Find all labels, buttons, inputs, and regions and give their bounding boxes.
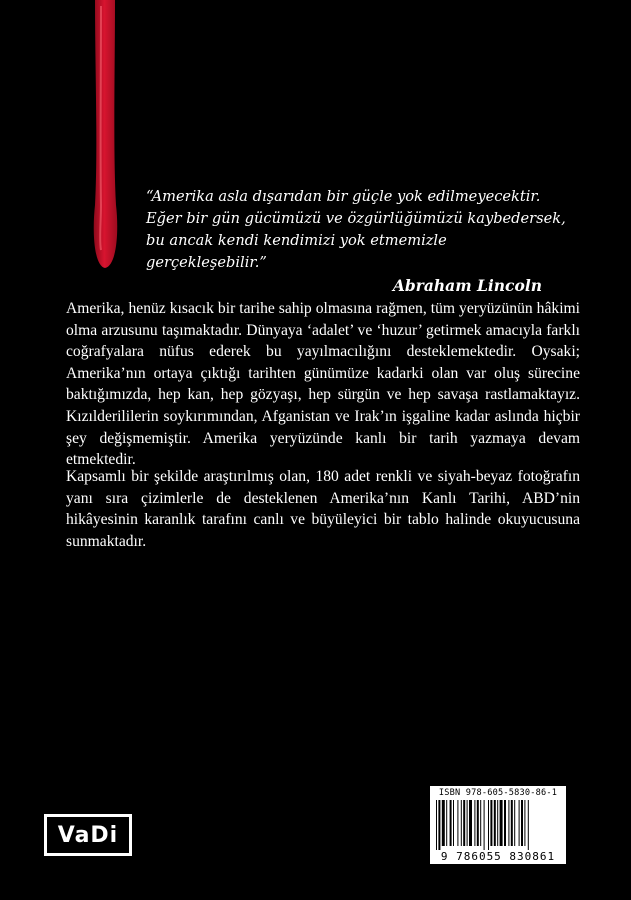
description-paragraph-1: Amerika, henüz kısacık bir tarihe sahip olmasına rağmen, tüm yeryüzünün hâkimi olma arzusunu taşımaktadır. Dünyaya ‘adalet’ ve ‘huzur’ getirmek amacıyla farklı coğrafyalara nüfus ederek bu yayılmacılığını desteklemektedir. Oysaki; Amerika’nın ortaya çıktığı tarihten günümüze kadarki olan var oluş sürecine baktığımızda, hep kan, hep gözyaşı, hep sürgün ve hep savaşa rastlamaktayız. Kızılderililerin soykırımından, Afganistan ve Irak’ın işgaline kadar aslında hiçbir şey değişmemiştir. Amerika yeryüzünde kanlı bir tarih yazmaya devam etmektedir. [66,300,580,469]
publisher-logo-text: VaDi [57,822,119,848]
isbn-digits: 9 786055 830861 [440,850,556,863]
description-paragraph-2: Kapsamlı bir şekilde araştırılmış olan, 180 adet renkli ve siyah-beyaz fotoğrafın yanı sıra çizimlerle de desteklenen Amerika’nın Kanlı Tarihi, ABD’nin hikâyesinin karanlık tarafını canlı ve büyüleyici bir tablo halinde okuyucusuna sunmaktadır. [66,468,580,550]
epigraph-quote [146,186,566,297]
blood-drip-illustration [86,0,126,272]
isbn-label: ISBN 978-605-5830-86-1 [438,788,558,798]
barcode-bars [434,800,562,850]
publisher-logo [44,814,132,856]
quote-text: “Amerika asla dışarıdan bir güçle yok edilmeyecektir. Eğer bir gün gücümüzü ve özgürlüğümüzü kaybedersek, bu ancak kendi kendimizi yok etmemizle gerçekleşebilir.” [146,188,566,271]
isbn-barcode [430,786,566,864]
quote-author: Abraham Lincoln [392,276,542,295]
